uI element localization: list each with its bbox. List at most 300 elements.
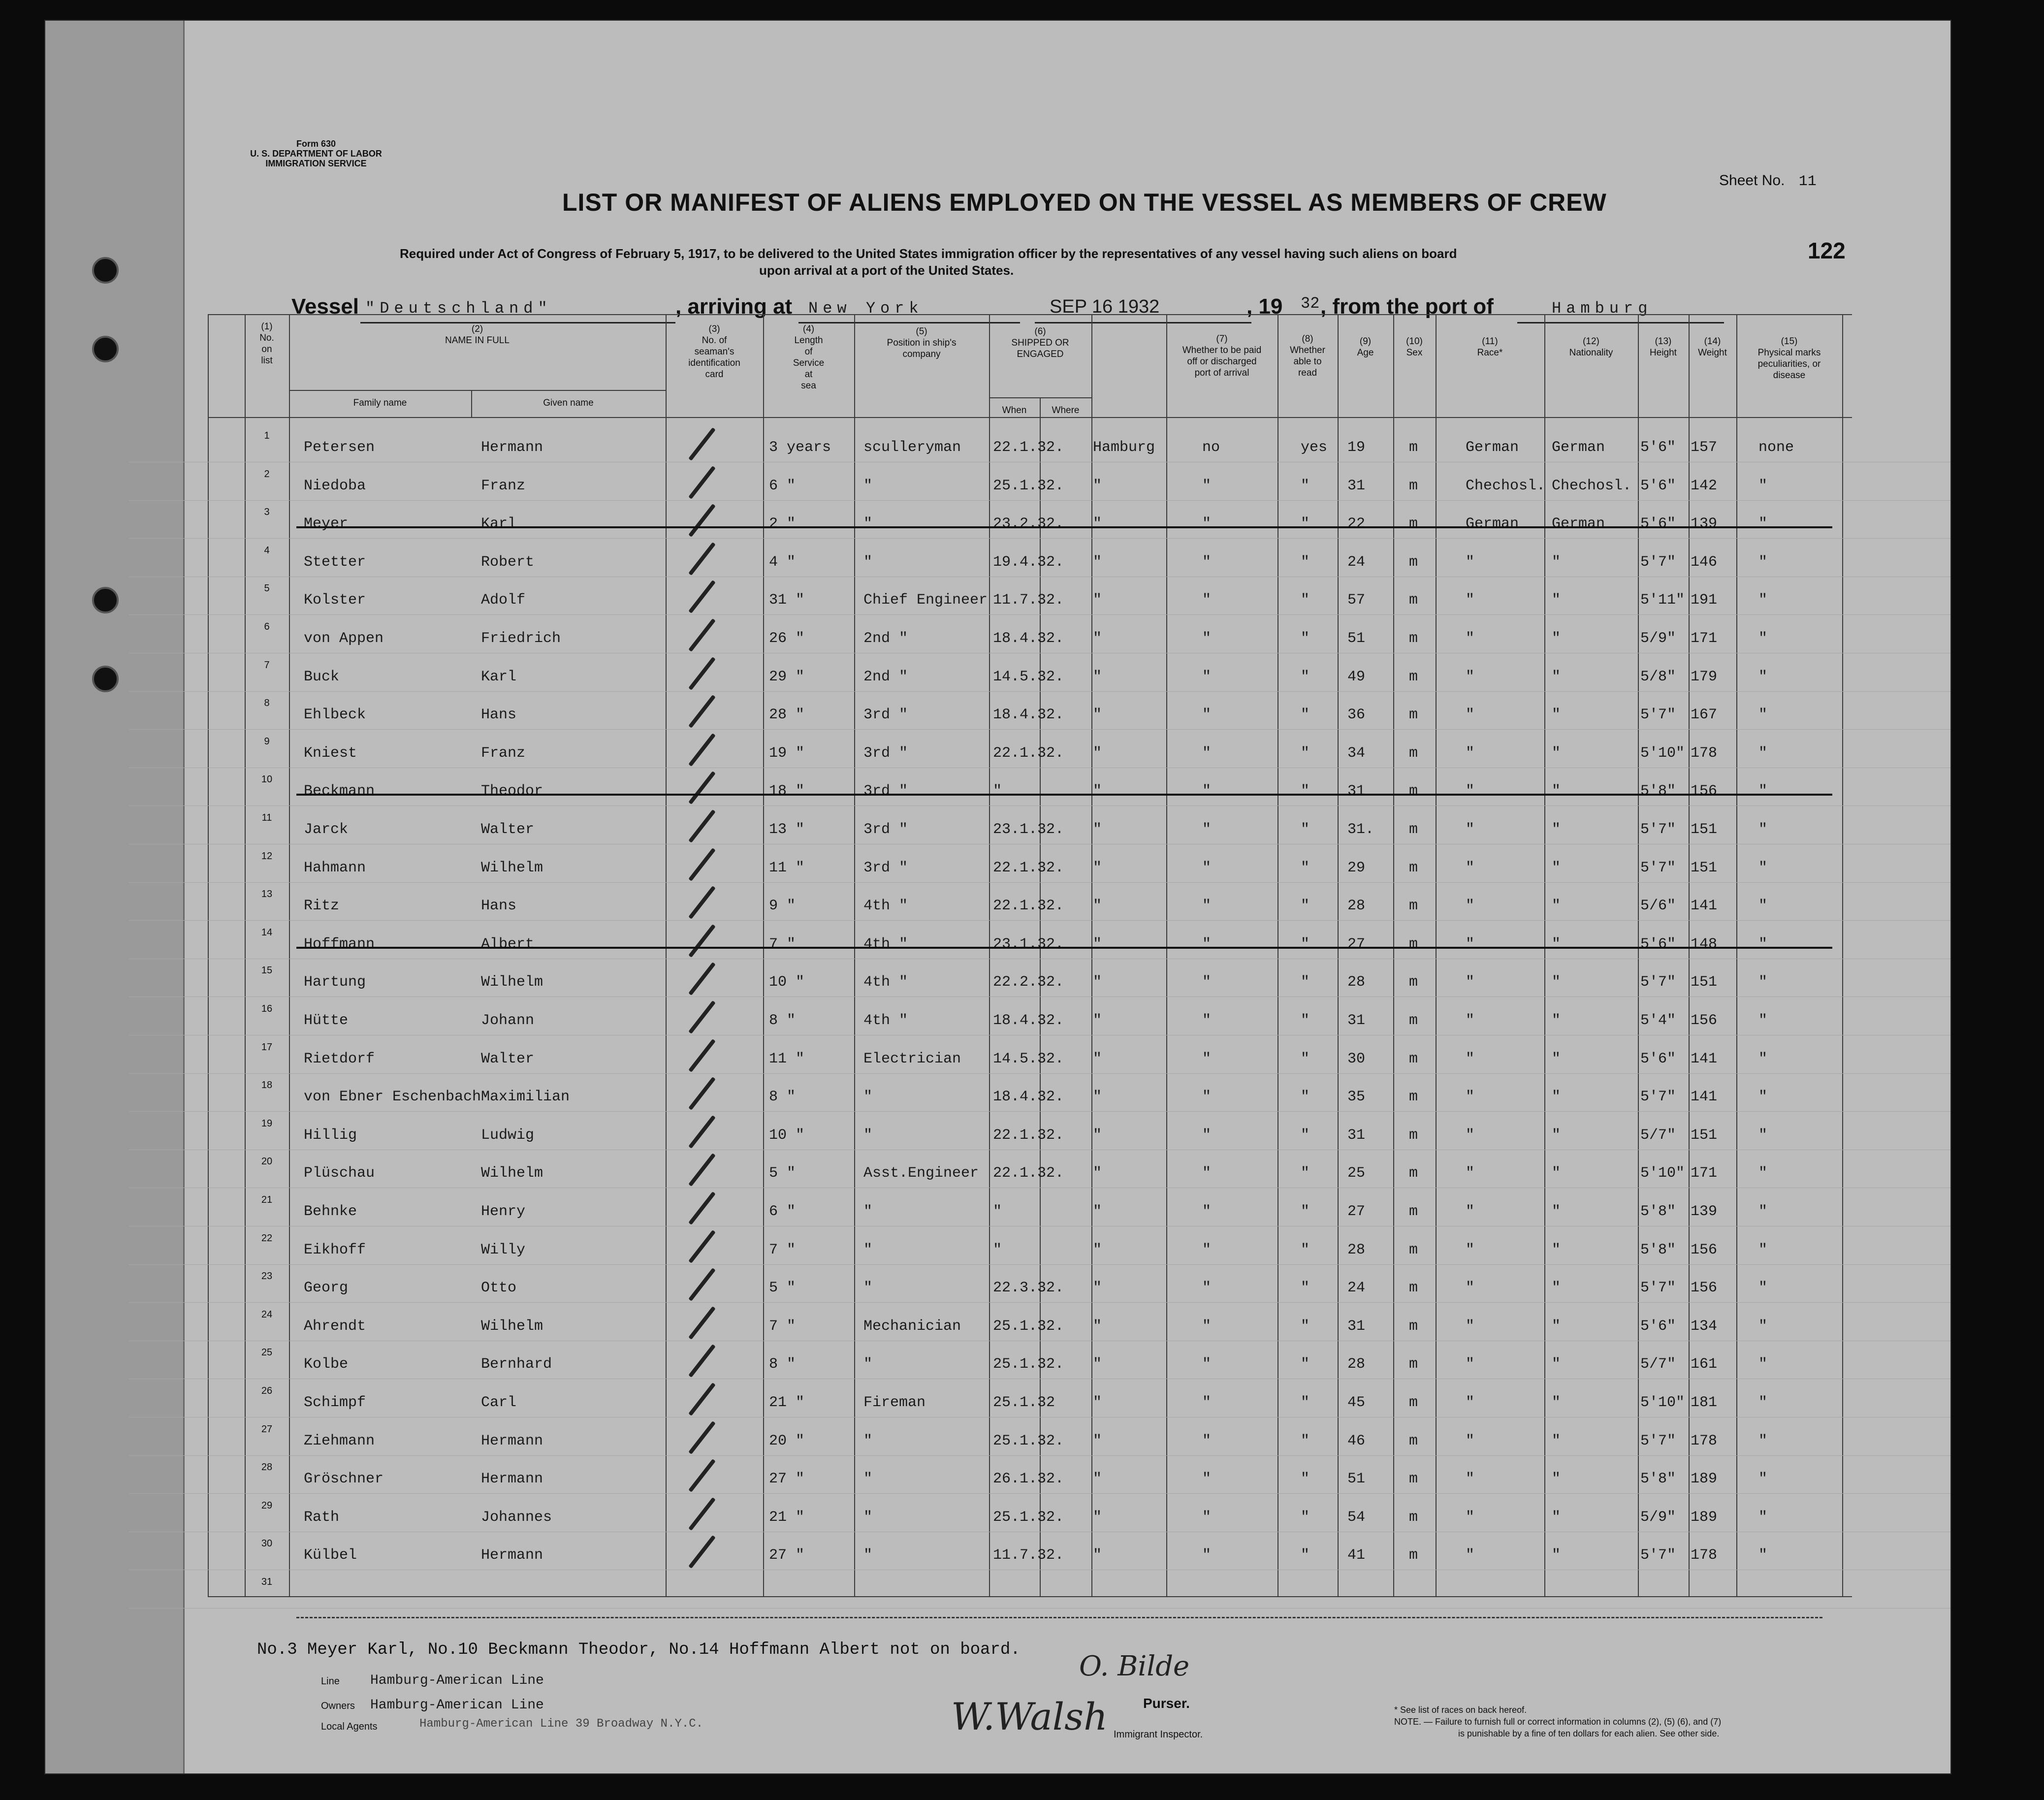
race: " (1466, 1203, 1475, 1220)
column-divider (1166, 314, 1167, 1596)
given-name: Carl (481, 1394, 517, 1411)
column-divider (1736, 314, 1737, 1596)
paid-off: " (1202, 707, 1212, 724)
race: " (1466, 1432, 1475, 1449)
sex: m (1409, 1471, 1418, 1488)
departure-underline (1517, 322, 1724, 323)
nationality: " (1552, 783, 1561, 800)
given-name: Franz (481, 744, 526, 762)
row-rule (129, 1073, 1951, 1074)
weight: 156 (1691, 783, 1718, 800)
engaged-when: 23.2.32. (993, 515, 1064, 533)
length-of-service: 20 " (769, 1432, 805, 1449)
header-when: When (1002, 405, 1027, 416)
race: " (1466, 1394, 1475, 1411)
ship-position: 2nd " (863, 668, 908, 685)
weight: 167 (1691, 707, 1718, 724)
physical-marks: " (1758, 1509, 1768, 1526)
sex: m (1409, 1050, 1418, 1067)
physical-marks: " (1758, 477, 1768, 494)
physical-marks: " (1758, 898, 1768, 915)
age: 34 (1347, 744, 1366, 762)
race: " (1466, 1471, 1475, 1488)
length-of-service: 31 " (769, 592, 805, 609)
row-rule (129, 1455, 1951, 1456)
row-number: 14 (261, 927, 273, 938)
given-name: Hermann (481, 1471, 543, 1488)
family-name: Kniest (304, 744, 357, 762)
header-race: (11) Race* (1477, 336, 1503, 358)
paid-off: " (1202, 1012, 1212, 1029)
engaged-where: " (1093, 668, 1102, 685)
column-divider (1544, 314, 1545, 1596)
height: 5/7" (1640, 1356, 1676, 1373)
nationality: " (1552, 935, 1561, 953)
age: 28 (1347, 1356, 1366, 1373)
race: " (1466, 668, 1475, 685)
nationality: " (1552, 1203, 1561, 1220)
column-divider (1436, 314, 1437, 1596)
ship-position: " (863, 1241, 873, 1258)
column-divider (1689, 314, 1690, 1596)
given-name: Johannes (481, 1509, 552, 1526)
row-number: 18 (261, 1080, 273, 1091)
paid-off: " (1202, 1356, 1212, 1373)
engaged-when: 25.1.32. (993, 1318, 1064, 1335)
race: " (1466, 1241, 1475, 1258)
engaged-when: 22.1.32. (993, 859, 1064, 876)
manifest-sheet (44, 20, 1951, 1774)
race: " (1466, 821, 1475, 838)
length-of-service: 19 " (769, 744, 805, 762)
sex: m (1409, 707, 1418, 724)
engaged-when: 25.1.32. (993, 1356, 1064, 1373)
row-number: 6 (264, 621, 270, 632)
weight: 146 (1691, 553, 1718, 571)
engaged-where: " (1093, 1241, 1102, 1258)
sex: m (1409, 439, 1418, 456)
column-divider (989, 314, 990, 1596)
header-paid-off: (7) Whether to be paid off or discharged port of arrival (1182, 334, 1262, 378)
able-to-read: yes (1301, 439, 1328, 456)
height: 5/6" (1640, 898, 1676, 915)
length-of-service: 4 " (769, 553, 796, 571)
row-number: 10 (261, 774, 273, 785)
engaged-where: " (1093, 1012, 1102, 1029)
physical-marks: " (1758, 1012, 1768, 1029)
binder-hole (92, 257, 119, 284)
paid-off: " (1202, 744, 1212, 762)
engaged-where: " (1093, 630, 1102, 647)
family-name: Rietdorf (304, 1050, 375, 1067)
given-name: Karl (481, 668, 517, 685)
age: 19 (1347, 439, 1366, 456)
subtitle-line-1: Required under Act of Congress of February 5, 1917, to be delivered to the United States immigration officer by the representatives of any vessel having such aliens on board (400, 246, 1457, 261)
physical-marks: " (1758, 1318, 1768, 1335)
fine-note-2: is punishable by a fine of ten dollars for each alien. See other side. (1458, 1729, 1720, 1738)
race: " (1466, 1509, 1475, 1526)
row-number: 2 (264, 468, 270, 480)
given-name: Franz (481, 477, 526, 494)
row-number: 31 (261, 1576, 273, 1587)
height: 5'7" (1640, 974, 1676, 991)
able-to-read: " (1301, 1547, 1310, 1564)
engaged-where: " (1093, 1050, 1102, 1067)
age: 31 (1347, 1318, 1366, 1335)
race: " (1466, 553, 1475, 571)
row-number: 13 (261, 889, 273, 900)
id-card-tick (688, 1268, 716, 1301)
age: 49 (1347, 668, 1366, 685)
family-name: Hoffmann (304, 935, 375, 953)
ship-position: " (863, 1356, 873, 1373)
race: " (1466, 974, 1475, 991)
paid-off: no (1202, 439, 1220, 456)
physical-marks: " (1758, 1547, 1768, 1564)
row-rule (129, 920, 1951, 921)
length-of-service: 27 " (769, 1547, 805, 1564)
height: 5'7" (1640, 553, 1676, 571)
nationality: " (1552, 859, 1561, 876)
ship-position: Asst.Engineer (863, 1165, 979, 1182)
row-rule (129, 882, 1951, 883)
id-card-tick (688, 1153, 716, 1187)
physical-marks: " (1758, 630, 1768, 647)
able-to-read: " (1301, 935, 1310, 953)
given-name: Hermann (481, 439, 543, 456)
engaged-where: " (1093, 1432, 1102, 1449)
age: 51 (1347, 1471, 1366, 1488)
given-name: Wilhelm (481, 859, 543, 876)
age: 35 (1347, 1089, 1366, 1106)
ship-position: 2nd " (863, 630, 908, 647)
from-label: , from the port of (1320, 294, 1494, 319)
engaged-when: 25.1.32. (993, 477, 1064, 494)
able-to-read: " (1301, 1203, 1310, 1220)
engaged-where: " (1093, 592, 1102, 609)
weight: 171 (1691, 630, 1718, 647)
age: 31. (1347, 821, 1374, 838)
length-of-service: 2 " (769, 515, 796, 533)
id-card-tick (688, 1535, 716, 1569)
length-of-service: 26 " (769, 630, 805, 647)
age: 54 (1347, 1509, 1366, 1526)
ship-position: " (863, 515, 873, 533)
strike-through-line (296, 526, 1832, 528)
physical-marks: " (1758, 592, 1768, 609)
sex: m (1409, 1356, 1418, 1373)
engaged-where: " (1093, 935, 1102, 953)
weight: 151 (1691, 1126, 1718, 1144)
ship-position: 3rd " (863, 859, 908, 876)
race: " (1466, 707, 1475, 724)
engaged-where: " (1093, 515, 1102, 533)
length-of-service: 9 " (769, 898, 796, 915)
column-divider (1393, 314, 1394, 1596)
form-number: Form 630 (296, 139, 336, 149)
paid-off: " (1202, 1509, 1212, 1526)
id-card-tick (688, 962, 716, 996)
engaged-where: " (1093, 1547, 1102, 1564)
engaged-when: " (993, 1241, 1002, 1258)
ship-position: " (863, 1089, 873, 1106)
id-card-tick (688, 580, 716, 613)
sex: m (1409, 477, 1418, 494)
race: " (1466, 1089, 1475, 1106)
height: 5'7" (1640, 1547, 1676, 1564)
row-number: 25 (261, 1347, 273, 1358)
height: 5'6" (1640, 935, 1676, 953)
engaged-where: " (1093, 1356, 1102, 1373)
height: 5'11" (1640, 592, 1685, 609)
ship-position: sculleryman (863, 439, 961, 456)
race: " (1466, 1126, 1475, 1144)
race: German (1466, 439, 1519, 456)
length-of-service: 8 " (769, 1089, 796, 1106)
row-rule (129, 1264, 1951, 1265)
height: 5/9" (1640, 1509, 1676, 1526)
length-of-service: 10 " (769, 1126, 805, 1144)
engaged-where: " (1093, 1280, 1102, 1297)
paid-off: " (1202, 859, 1212, 876)
nationality: " (1552, 1089, 1561, 1106)
sex: m (1409, 1165, 1418, 1182)
length-of-service: 7 " (769, 1318, 796, 1335)
height: 5'10" (1640, 744, 1685, 762)
id-card-tick (688, 1000, 716, 1034)
race: " (1466, 1012, 1475, 1029)
given-name: Friedrich (481, 630, 561, 647)
row-number: 7 (264, 659, 270, 671)
engaged-where: Hamburg (1093, 439, 1155, 456)
age: 29 (1347, 859, 1366, 876)
ship-position: " (863, 1471, 873, 1488)
weight: 178 (1691, 744, 1718, 762)
races-note: * See list of races on back hereof. (1394, 1705, 1527, 1715)
engaged-when: 22.1.32. (993, 898, 1064, 915)
ship-position: 3rd " (863, 821, 908, 838)
length-of-service: 21 " (769, 1394, 805, 1411)
family-name: Hahmann (304, 859, 366, 876)
engaged-when: 23.1.32. (993, 935, 1064, 953)
engaged-when: 22.1.32. (993, 1165, 1064, 1182)
height: 5/8" (1640, 668, 1676, 685)
header-where: Where (1052, 405, 1080, 416)
height: 5'7" (1640, 1280, 1676, 1297)
subheader-divider (289, 390, 666, 391)
able-to-read: " (1301, 859, 1310, 876)
able-to-read: " (1301, 668, 1310, 685)
ship-position: Chief Engineer (863, 592, 988, 609)
given-name: Otto (481, 1280, 517, 1297)
family-name: Meyer (304, 515, 349, 533)
ship-position: " (863, 477, 873, 494)
length-of-service: 8 " (769, 1012, 796, 1029)
sex: m (1409, 1203, 1418, 1220)
nationality: Chechosl. (1552, 477, 1632, 494)
age: 25 (1347, 1165, 1366, 1182)
id-card-tick (688, 1306, 716, 1340)
paid-off: " (1202, 1165, 1212, 1182)
given-name: Johann (481, 1012, 535, 1029)
engaged-when: 25.1.32 (993, 1394, 1055, 1411)
engaged-when: 11.7.32. (993, 1547, 1064, 1564)
row-number: 5 (264, 583, 270, 594)
age: 27 (1347, 1203, 1366, 1220)
length-of-service: 11 " (769, 859, 805, 876)
able-to-read: " (1301, 515, 1310, 533)
paid-off: " (1202, 668, 1212, 685)
row-number: 26 (261, 1385, 273, 1396)
service-name: IMMIGRATION SERVICE (265, 159, 367, 168)
race: " (1466, 630, 1475, 647)
row-number: 21 (261, 1194, 273, 1205)
nationality: " (1552, 1012, 1561, 1029)
ship-position: " (863, 1432, 873, 1449)
nationality: " (1552, 1050, 1561, 1067)
given-name: Wilhelm (481, 974, 543, 991)
id-card-tick (688, 924, 716, 958)
engaged-when: 22.1.32. (993, 1126, 1064, 1144)
given-name: Wilhelm (481, 1318, 543, 1335)
family-name: Hillig (304, 1126, 357, 1144)
sheet-number-label: Sheet No. (1719, 172, 1785, 189)
id-card-tick (688, 1421, 716, 1454)
height: 5'7" (1640, 821, 1676, 838)
given-name: Adolf (481, 592, 526, 609)
able-to-read: " (1301, 553, 1310, 571)
sheet-number-value: 11 (1798, 173, 1817, 190)
given-name: Hans (481, 898, 517, 915)
height: 5'4" (1640, 1012, 1676, 1029)
family-name: Ritz (304, 898, 340, 915)
row-number: 15 (261, 965, 273, 976)
paid-off: " (1202, 553, 1212, 571)
ship-position: " (863, 553, 873, 571)
physical-marks: " (1758, 1050, 1768, 1067)
family-name: Ehlbeck (304, 707, 366, 724)
row-number: 19 (261, 1118, 273, 1129)
ship-position: 4th " (863, 1012, 908, 1029)
family-name: Buck (304, 668, 340, 685)
id-card-tick (688, 1497, 716, 1531)
race: Chechosl. (1466, 477, 1546, 494)
row-number: 28 (261, 1462, 273, 1473)
inspector-signature: W.Walsh (951, 1695, 1108, 1738)
ship-position: " (863, 1509, 873, 1526)
sex: m (1409, 668, 1418, 685)
able-to-read: " (1301, 1089, 1310, 1106)
physical-marks: " (1758, 1126, 1768, 1144)
height: 5/9" (1640, 630, 1676, 647)
weight: 179 (1691, 668, 1718, 685)
sex: m (1409, 821, 1418, 838)
able-to-read: " (1301, 1471, 1310, 1488)
family-name: von Appen (304, 630, 384, 647)
physical-marks: " (1758, 1280, 1768, 1297)
engaged-when: 22.1.32. (993, 744, 1064, 762)
fine-note-1: NOTE. — Failure to furnish full or correct information in columns (2), (5) (6), and (7) (1394, 1717, 1722, 1727)
ship-position: Fireman (863, 1394, 926, 1411)
engaged-where: " (1093, 1203, 1102, 1220)
height: 5'7" (1640, 1089, 1676, 1106)
weight: 141 (1691, 898, 1718, 915)
able-to-read: " (1301, 477, 1310, 494)
able-to-read: " (1301, 1012, 1310, 1029)
age: 45 (1347, 1394, 1366, 1411)
given-name: Henry (481, 1203, 526, 1220)
nationality: " (1552, 553, 1561, 571)
race: " (1466, 1165, 1475, 1182)
age: 31 (1347, 1126, 1366, 1144)
header-length-service: (4) Length of Service at sea (793, 324, 825, 391)
physical-marks: " (1758, 553, 1768, 571)
able-to-read: " (1301, 783, 1310, 800)
date-stamp: SEP 16 1932 (1050, 296, 1160, 317)
family-name: Gröschner (304, 1471, 384, 1488)
row-rule (129, 996, 1951, 997)
able-to-read: " (1301, 1432, 1310, 1449)
nationality: " (1552, 1432, 1561, 1449)
family-name: Külbel (304, 1547, 357, 1564)
row-rule (129, 1111, 1951, 1112)
able-to-read: " (1301, 898, 1310, 915)
weight: 189 (1691, 1471, 1718, 1488)
height: 5'8" (1640, 1203, 1676, 1220)
paid-off: " (1202, 1432, 1212, 1449)
weight: 178 (1691, 1432, 1718, 1449)
engaged-where: " (1093, 783, 1102, 800)
height: 5'8" (1640, 1241, 1676, 1258)
physical-marks: " (1758, 668, 1768, 685)
nationality: " (1552, 1280, 1561, 1297)
row-rule (129, 1493, 1951, 1494)
able-to-read: " (1301, 1280, 1310, 1297)
race: " (1466, 898, 1475, 915)
weight: 141 (1691, 1050, 1718, 1067)
engaged-when: 19.4.32. (993, 553, 1064, 571)
binding-strip (45, 21, 185, 1773)
paid-off: " (1202, 1280, 1212, 1297)
race: " (1466, 1318, 1475, 1335)
sex: m (1409, 1432, 1418, 1449)
ship-position: " (863, 1126, 873, 1144)
family-name: Kolbe (304, 1356, 349, 1373)
family-name: Jarck (304, 821, 349, 838)
age: 28 (1347, 898, 1366, 915)
age: 30 (1347, 1050, 1366, 1067)
able-to-read: " (1301, 1509, 1310, 1526)
nationality: " (1552, 974, 1561, 991)
age: 31 (1347, 1012, 1366, 1029)
family-name: Plüschau (304, 1165, 375, 1182)
owners-value: Hamburg-American Line (370, 1698, 544, 1713)
length-of-service: 27 " (769, 1471, 805, 1488)
row-number: 9 (264, 736, 270, 747)
ship-position: Mechanician (863, 1318, 961, 1335)
id-card-tick (688, 771, 716, 804)
header-nationality: (12) Nationality (1569, 336, 1613, 358)
header-family-name: Family name (353, 398, 407, 408)
engaged-when: 14.5.32. (993, 1050, 1064, 1067)
engaged-where: " (1093, 707, 1102, 724)
vessel-name: "Deutschland" (365, 299, 552, 318)
engaged-where: " (1093, 744, 1102, 762)
sex: m (1409, 1241, 1418, 1258)
given-name: Hermann (481, 1432, 543, 1449)
header-id-card: (3) No. of seaman's identification card (688, 324, 740, 380)
paid-off: " (1202, 1203, 1212, 1220)
